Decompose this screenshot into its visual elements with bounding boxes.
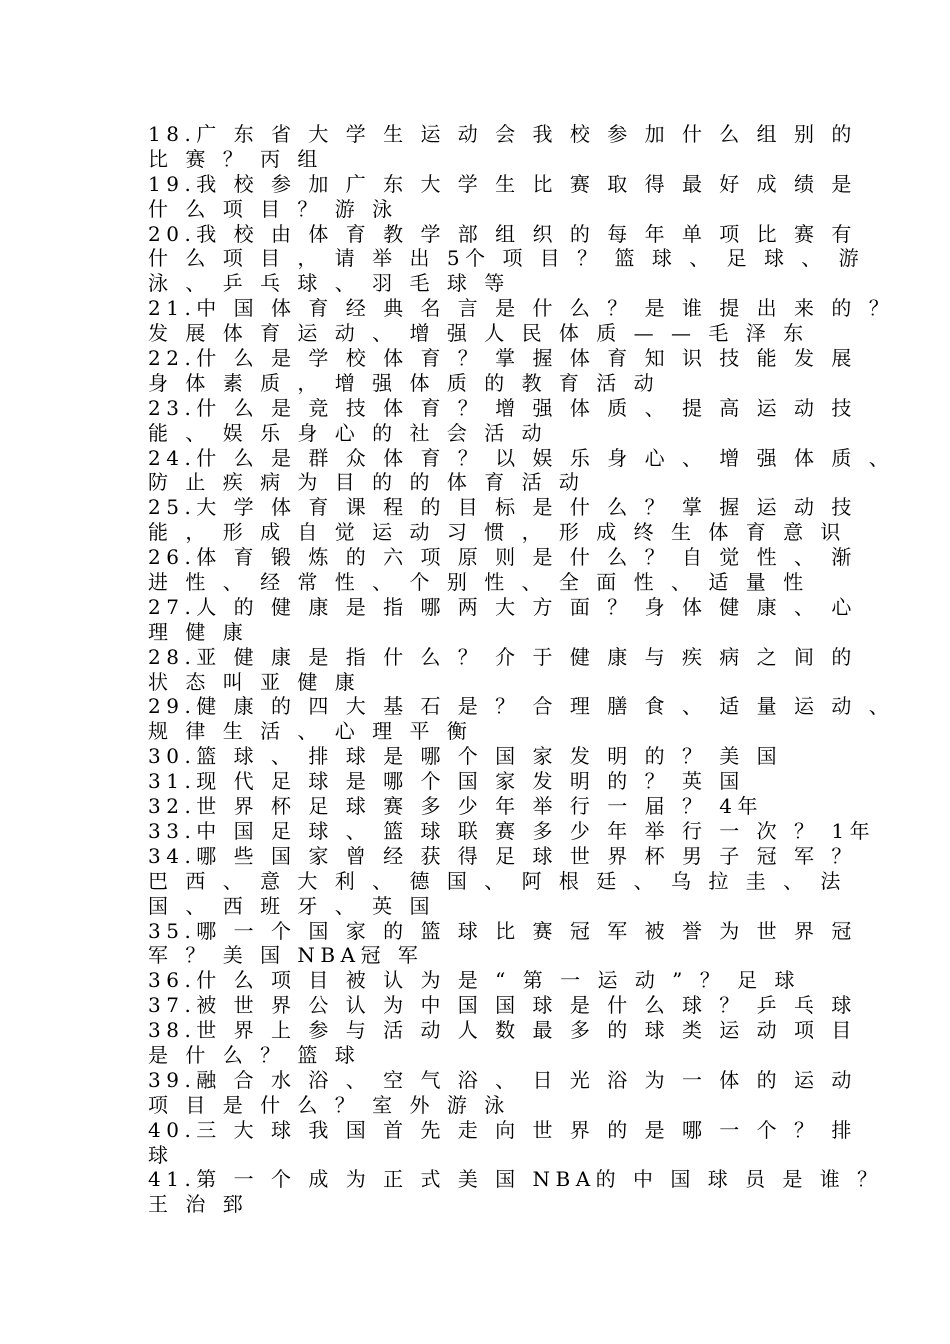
text-line: 王 治 郅 <box>148 1192 249 1217</box>
text-line: 能 ， 形 成 自 觉 运 动 习 惯 ， 形 成 终 生 体 育 意 识 <box>148 520 846 545</box>
text-line: 项 目 是 什 么 ？ 室 外 游 泳 <box>148 1092 510 1117</box>
text-line: 发 展 体 育 运 动 、 增 强 人 民 体 质 — — 毛 泽 东 <box>148 321 809 346</box>
text-line: 23.什 么 是 竞 技 体 育 ？ 增 强 体 质 、 提 高 运 动 技 <box>148 395 857 420</box>
text-line: 什 么 项 目 ？ 游 泳 <box>148 196 398 221</box>
text-line: 37.被 世 界 公 认 为 中 国 国 球 是 什 么 球 ？ 乒 乓 球 <box>148 993 857 1018</box>
text-line: 巴 西 、 意 大 利 、 德 国 、 阿 根 廷 、 乌 拉 圭 、 法 <box>148 868 846 893</box>
text-line: 41.第 一 个 成 为 正 式 美 国 NBA的 中 国 球 员 是 谁 ？ <box>148 1167 883 1192</box>
text-line: 26.体 育 锻 炼 的 六 项 原 则 是 什 么 ？ 自 觉 性 、 渐 <box>148 545 857 570</box>
text-line: 球 <box>148 1142 174 1167</box>
text-line: 36.什 么 项 目 被 认 为 是 “ 第 一 运 动 ” ？ 足 球 <box>148 968 800 993</box>
text-line: 防 止 疾 病 为 目 的 的 体 育 活 动 <box>148 470 585 495</box>
text-line: 32.世 界 杯 足 球 赛 多 少 年 举 行 一 届 ？ 4年 <box>148 794 764 819</box>
text-line: 是 什 么 ？ 篮 球 <box>148 1042 361 1067</box>
text-line: 27.人 的 健 康 是 指 哪 两 大 方 面 ？ 身 体 健 康 、 心 <box>148 594 857 619</box>
text-line: 35.哪 一 个 国 家 的 篮 球 比 赛 冠 军 被 誉 为 世 界 冠 <box>148 918 857 943</box>
text-line: 29.健 康 的 四 大 基 石 是 ？ 合 理 膳 食 、 适 量 运 动 、 <box>148 694 895 719</box>
text-line: 理 健 康 <box>148 619 249 644</box>
text-line: 20.我 校 由 体 育 教 学 部 组 织 的 每 年 单 项 比 赛 有 <box>148 221 857 246</box>
text-line: 比 赛 ？ 丙 组 <box>148 146 323 171</box>
text-line: 30.篮 球 、 排 球 是 哪 个 国 家 发 明 的 ？ 美 国 <box>148 744 783 769</box>
text-line: 28.亚 健 康 是 指 什 么 ？ 介 于 健 康 与 疾 病 之 间 的 <box>148 644 857 669</box>
text-line: 25.大 学 体 育 课 程 的 目 标 是 什 么 ？ 掌 握 运 动 技 <box>148 495 857 520</box>
text-line: 军 ？ 美 国 NBA冠 军 <box>148 943 424 968</box>
text-line: 身 体 素 质 ， 增 强 体 质 的 教 育 活 动 <box>148 370 660 395</box>
text-line: 规 律 生 活 、 心 理 平 衡 <box>148 719 473 744</box>
text-line: 38.世 界 上 参 与 活 动 人 数 最 多 的 球 类 运 动 项 目 <box>148 1018 857 1043</box>
text-line: 40.三 大 球 我 国 首 先 走 向 世 界 的 是 哪 一 个 ？ 排 <box>148 1117 857 1142</box>
text-line: 39.融 合 水 浴 、 空 气 浴 、 日 光 浴 为 一 体 的 运 动 <box>148 1067 857 1092</box>
text-line: 22.什 么 是 学 校 体 育 ？ 掌 握 体 育 知 识 技 能 发 展 <box>148 346 857 371</box>
text-line: 24.什 么 是 群 众 体 育 ？ 以 娱 乐 身 心 、 增 强 体 质 、 <box>148 445 895 470</box>
text-line: 31.现 代 足 球 是 哪 个 国 家 发 明 的 ？ 英 国 <box>148 769 745 794</box>
text-line: 33.中 国 足 球 、 篮 球 联 赛 多 少 年 举 行 一 次 ？ 1年 <box>148 818 876 843</box>
text-line: 34.哪 些 国 家 曾 经 获 得 足 球 世 界 杯 男 子 冠 军 ？ <box>148 843 857 868</box>
text-line: 状 态 叫 亚 健 康 <box>148 669 361 694</box>
text-line: 19.我 校 参 加 广 东 大 学 生 比 赛 取 得 最 好 成 绩 是 <box>148 171 857 196</box>
document-body <box>148 122 895 1217</box>
text-line: 能 、 娱 乐 身 心 的 社 会 活 动 <box>148 420 548 445</box>
text-line: 泳 、 乒 乓 球 、 羽 毛 球 等 <box>148 271 510 296</box>
text-line: 什 么 项 目 ， 请 举 出 5个 项 目 ？ 篮 球 、 足 球 、 游 <box>148 246 865 271</box>
text-line: 进 性 、 经 常 性 、 个 别 性 、 全 面 性 、 适 量 性 <box>148 570 809 595</box>
text-line: 21.中 国 体 育 经 典 名 言 是 什 么 ？ 是 谁 提 出 来 的 ？ <box>148 296 895 321</box>
text-line: 国 、 西 班 牙 、 英 国 <box>148 893 436 918</box>
text-line: 18.广 东 省 大 学 生 运 动 会 我 校 参 加 什 么 组 别 的 <box>148 122 857 146</box>
